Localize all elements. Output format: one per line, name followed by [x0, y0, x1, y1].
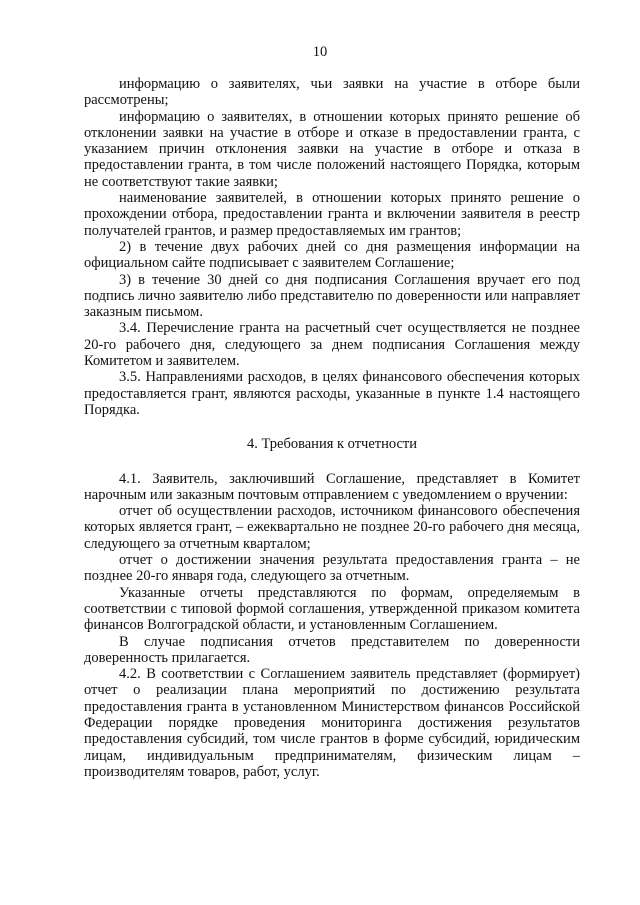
paragraph: наименование заявителей, в отношении которых принято решение о прохождении отбора, предоставлении гранта и включении заявителя в реестр получателей грантов, и размер предоставляемых им грантов;	[84, 190, 580, 239]
paragraph: 4.2. В соответствии с Соглашением заявитель представляет (формирует) отчет о реализации плана мероприятий по достижению результата предоставления гранта в установленном Министерством финансов Российской Федерации порядке проведения мониторинга достижения результатов предоставления субсидий, том числе грантов в форме субсидий, юридическим лицам, индивидуальным предпринимателям, физическим лицам – производителям товаров, работ, услуг.	[84, 666, 580, 780]
section-heading: 4. Требования к отчетности	[246, 436, 418, 453]
paragraph: 4.1. Заявитель, заключивший Соглашение, представляет в Комитет нарочным или заказным почтовым отправлением с уведомлением о вручении:	[84, 470, 580, 503]
paragraph: 3) в течение 30 дней со дня подписания Соглашения вручает его под подпись лично заявителю либо представителю по доверенности или направляет заказным письмом.	[84, 271, 580, 321]
page-number: 10	[312, 44, 328, 60]
paragraph: информацию о заявителях, чьи заявки на участие в отборе были рассмотрены;	[84, 76, 580, 109]
paragraph: В случае подписания отчетов представителем по доверенности доверенность прилагается.	[84, 633, 580, 666]
paragraph: информацию о заявителях, в отношении которых принято решение об отклонении заявки на участие в отборе и отказе в предоставлении гранта, с указанием причин отклонения заявки на участие в отборе и отказа в предоставлении гранта, в том числе положений настоящего Порядка, которым не соответствуют такие заявки;	[84, 108, 580, 190]
paragraph: отчет об осуществлении расходов, источником финансового обеспечения которых является грант, – ежеквартально не позднее 20-го рабочего дня месяца, следующего за отчетным кварталом;	[84, 503, 580, 552]
document-body	[84, 76, 580, 780]
paragraph: отчет о достижении значения результата предоставления гранта – не позднее 20-го января года, следующего за отчетным.	[84, 552, 580, 585]
paragraph: 2) в течение двух рабочих дней со дня размещения информации на официальном сайте подписывает с заявителем Соглашение;	[84, 238, 580, 272]
paragraph: Указанные отчеты представляются по формам, определяемым в соответствии с типовой формой соглашения, утвержденной приказом комитета финансов Волгоградской области, и установленным Соглашением.	[84, 584, 580, 634]
paragraph: 3.5. Направлениями расходов, в целях финансового обеспечения которых предоставляется грант, являются расходы, указанные в пункте 1.4 настоящего Порядка.	[84, 369, 580, 418]
paragraph: 3.4. Перечисление гранта на расчетный счет осуществляется не позднее 20-го рабочего дня, следующего за днем подписания Соглашения между Комитетом и заявителем.	[84, 320, 580, 370]
